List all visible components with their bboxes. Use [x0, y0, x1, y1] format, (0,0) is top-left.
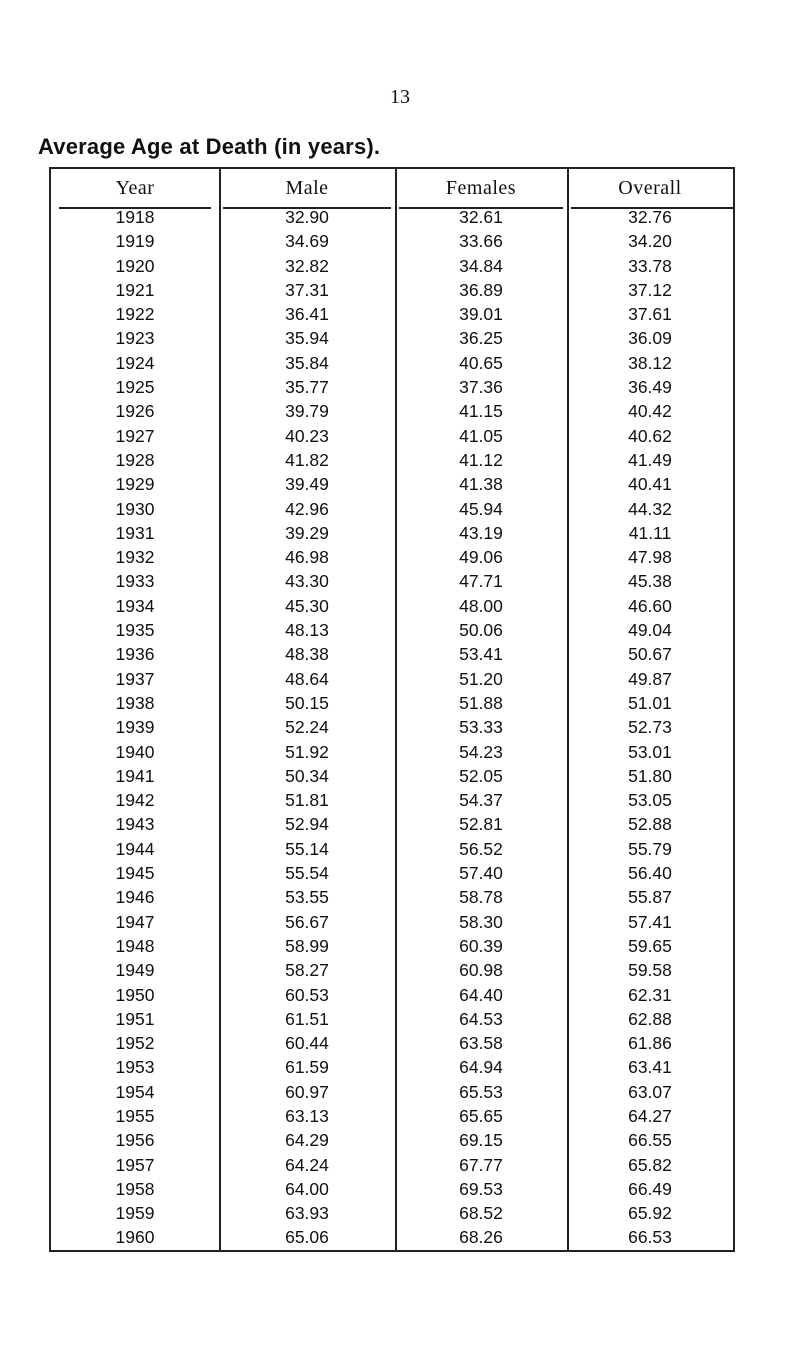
cell-overall: 45.38	[628, 571, 672, 592]
cell-females: 50.06	[459, 620, 503, 641]
cell-male: 50.34	[285, 765, 329, 786]
cell-year: 1947	[115, 911, 155, 932]
cell-male: 58.99	[285, 935, 329, 956]
cell-females: 53.33	[459, 717, 503, 738]
cell-females: 65.65	[459, 1105, 503, 1126]
cell-overall: 40.62	[628, 425, 672, 446]
cell-overall: 33.78	[628, 255, 672, 276]
table-row	[51, 1225, 733, 1249]
table-row	[51, 1153, 733, 1177]
cell-year: 1921	[115, 279, 155, 300]
cell-overall: 41.49	[628, 449, 672, 470]
cell-females: 57.40	[459, 863, 503, 884]
table-row	[51, 642, 733, 666]
cell-females: 43.19	[459, 522, 503, 543]
cell-year: 1958	[115, 1178, 155, 1199]
cell-females: 45.94	[459, 498, 503, 519]
cell-year: 1932	[115, 547, 155, 568]
cell-females: 52.05	[459, 765, 503, 786]
cell-year: 1949	[115, 960, 155, 981]
cell-year: 1924	[115, 352, 155, 373]
table-row	[51, 1080, 733, 1104]
table-row	[51, 983, 733, 1007]
table-row	[51, 837, 733, 861]
cell-females: 41.38	[459, 474, 503, 495]
cell-overall: 40.41	[628, 474, 672, 495]
table-row	[51, 424, 733, 448]
header-year: Year	[115, 177, 155, 199]
cell-male: 48.38	[285, 644, 329, 665]
cell-females: 33.66	[459, 231, 503, 252]
cell-overall: 65.92	[628, 1203, 672, 1224]
cell-male: 39.79	[285, 401, 329, 422]
table-row	[51, 1007, 733, 1031]
cell-overall: 40.42	[628, 401, 672, 422]
page-number: 13	[390, 86, 410, 108]
cell-male: 60.97	[285, 1081, 329, 1102]
cell-male: 61.59	[285, 1057, 329, 1078]
table-row	[51, 399, 733, 423]
table-row	[51, 740, 733, 764]
cell-male: 35.84	[285, 352, 329, 373]
cell-male: 50.15	[285, 692, 329, 713]
cell-females: 37.36	[459, 377, 503, 398]
cell-overall: 50.67	[628, 644, 672, 665]
cell-females: 60.39	[459, 935, 503, 956]
cell-year: 1935	[115, 620, 155, 641]
table-row	[51, 326, 733, 350]
table-row	[51, 205, 733, 229]
cell-overall: 66.55	[628, 1130, 672, 1151]
cell-male: 48.64	[285, 668, 329, 689]
cell-overall: 53.01	[628, 741, 672, 762]
cell-year: 1959	[115, 1203, 155, 1224]
cell-overall: 66.53	[628, 1227, 672, 1248]
cell-females: 67.77	[459, 1154, 503, 1175]
cell-overall: 63.41	[628, 1057, 672, 1078]
table-row	[51, 691, 733, 715]
cell-females: 41.15	[459, 401, 503, 422]
cell-overall: 51.01	[628, 692, 672, 713]
cell-male: 64.29	[285, 1130, 329, 1151]
cell-year: 1929	[115, 474, 155, 495]
cell-male: 35.94	[285, 328, 329, 349]
cell-overall: 65.82	[628, 1154, 672, 1175]
cell-year: 1922	[115, 304, 155, 325]
table-row	[51, 715, 733, 739]
cell-year: 1940	[115, 741, 155, 762]
cell-females: 52.81	[459, 814, 503, 835]
cell-male: 52.24	[285, 717, 329, 738]
cell-overall: 57.41	[628, 911, 672, 932]
cell-male: 53.55	[285, 887, 329, 908]
cell-overall: 32.76	[628, 207, 672, 227]
cell-females: 64.40	[459, 984, 503, 1005]
cell-male: 51.81	[285, 790, 329, 811]
header-male: Male	[285, 177, 329, 199]
cell-overall: 55.79	[628, 838, 672, 859]
cell-females: 53.41	[459, 644, 503, 665]
cell-male: 39.49	[285, 474, 329, 495]
cell-year: 1927	[115, 425, 155, 446]
cell-male: 63.93	[285, 1203, 329, 1224]
table-row	[51, 545, 733, 569]
cell-females: 41.05	[459, 425, 503, 446]
cell-year: 1937	[115, 668, 155, 689]
cell-male: 58.27	[285, 960, 329, 981]
table-row	[51, 229, 733, 253]
cell-females: 69.15	[459, 1130, 503, 1151]
cell-overall: 49.04	[628, 620, 672, 641]
cell-overall: 63.07	[628, 1081, 672, 1102]
cell-male: 39.29	[285, 522, 329, 543]
cell-females: 56.52	[459, 838, 503, 859]
cell-overall: 49.87	[628, 668, 672, 689]
cell-male: 46.98	[285, 547, 329, 568]
table-row	[51, 448, 733, 472]
table-row	[51, 764, 733, 788]
cell-male: 55.14	[285, 838, 329, 859]
cell-male: 37.31	[285, 279, 329, 300]
cell-females: 65.53	[459, 1081, 503, 1102]
cell-females: 47.71	[459, 571, 503, 592]
cell-year: 1950	[115, 984, 155, 1005]
page-title: Average Age at Death (in years).	[38, 134, 381, 159]
cell-year: 1945	[115, 863, 155, 884]
cell-females: 40.65	[459, 352, 503, 373]
table-row	[51, 254, 733, 278]
table-row	[51, 910, 733, 934]
cell-male: 32.90	[285, 207, 329, 227]
cell-male: 41.82	[285, 449, 329, 470]
table-row	[51, 667, 733, 691]
cell-male: 45.30	[285, 595, 329, 616]
header-overall: Overall	[618, 177, 682, 199]
cell-overall: 41.11	[628, 522, 672, 543]
cell-male: 64.24	[285, 1154, 329, 1175]
table-row	[51, 594, 733, 618]
cell-male: 56.67	[285, 911, 329, 932]
cell-overall: 34.20	[628, 231, 672, 252]
cell-year: 1941	[115, 765, 155, 786]
cell-male: 40.23	[285, 425, 329, 446]
cell-year: 1956	[115, 1130, 155, 1151]
cell-overall: 51.80	[628, 765, 672, 786]
cell-females: 69.53	[459, 1178, 503, 1199]
table-row	[51, 1177, 733, 1201]
cell-overall: 64.27	[628, 1105, 672, 1126]
cell-year: 1923	[115, 328, 155, 349]
header-females: Females	[445, 177, 517, 199]
cell-overall: 47.98	[628, 547, 672, 568]
cell-overall: 52.73	[628, 717, 672, 738]
cell-male: 43.30	[285, 571, 329, 592]
cell-year: 1930	[115, 498, 155, 519]
cell-male: 60.44	[285, 1033, 329, 1054]
cell-females: 39.01	[459, 304, 503, 325]
table-row	[51, 1201, 733, 1225]
cell-females: 54.37	[459, 790, 503, 811]
cell-male: 61.51	[285, 1008, 329, 1029]
cell-male: 51.92	[285, 741, 329, 762]
cell-overall: 53.05	[628, 790, 672, 811]
table-row	[51, 521, 733, 545]
cell-male: 32.82	[285, 255, 329, 276]
age-at-death-table	[49, 167, 735, 1252]
cell-year: 1928	[115, 449, 155, 470]
cell-year: 1952	[115, 1033, 155, 1054]
table-row	[51, 861, 733, 885]
cell-females: 41.12	[459, 449, 503, 470]
cell-overall: 37.61	[628, 304, 672, 325]
cell-overall: 55.87	[628, 887, 672, 908]
cell-females: 36.25	[459, 328, 503, 349]
cell-females: 51.20	[459, 668, 503, 689]
table-body	[51, 205, 733, 1250]
cell-overall: 36.09	[628, 328, 672, 349]
cell-year: 1954	[115, 1081, 155, 1102]
cell-females: 64.94	[459, 1057, 503, 1078]
cell-overall: 37.12	[628, 279, 672, 300]
cell-females: 58.78	[459, 887, 503, 908]
cell-year: 1951	[115, 1008, 155, 1029]
table-row	[51, 569, 733, 593]
cell-male: 52.94	[285, 814, 329, 835]
cell-year: 1942	[115, 790, 155, 811]
cell-females: 60.98	[459, 960, 503, 981]
table-row	[51, 302, 733, 326]
cell-year: 1960	[115, 1227, 155, 1248]
cell-male: 34.69	[285, 231, 329, 252]
cell-year: 1944	[115, 838, 155, 859]
cell-male: 42.96	[285, 498, 329, 519]
cell-year: 1943	[115, 814, 155, 835]
cell-male: 63.13	[285, 1105, 329, 1126]
cell-females: 63.58	[459, 1033, 503, 1054]
table-row	[51, 472, 733, 496]
cell-year: 1948	[115, 935, 155, 956]
cell-overall: 36.49	[628, 377, 672, 398]
cell-overall: 66.49	[628, 1178, 672, 1199]
cell-year: 1925	[115, 377, 155, 398]
cell-year: 1926	[115, 401, 155, 422]
table-row	[51, 1055, 733, 1079]
cell-females: 64.53	[459, 1008, 503, 1029]
cell-females: 34.84	[459, 255, 503, 276]
cell-year: 1938	[115, 692, 155, 713]
table-row	[51, 812, 733, 836]
table-row	[51, 497, 733, 521]
table-row	[51, 958, 733, 982]
cell-females: 54.23	[459, 741, 503, 762]
cell-females: 32.61	[459, 207, 503, 227]
table-row	[51, 375, 733, 399]
cell-overall: 59.65	[628, 935, 672, 956]
cell-year: 1919	[115, 231, 155, 252]
cell-year: 1946	[115, 887, 155, 908]
cell-females: 36.89	[459, 279, 503, 300]
cell-females: 49.06	[459, 547, 503, 568]
cell-overall: 62.31	[628, 984, 672, 1005]
table-row	[51, 618, 733, 642]
cell-year: 1920	[115, 255, 155, 276]
table-row	[51, 278, 733, 302]
cell-year: 1953	[115, 1057, 155, 1078]
cell-male: 35.77	[285, 377, 329, 398]
table-row	[51, 934, 733, 958]
table-row	[51, 351, 733, 375]
cell-male: 60.53	[285, 984, 329, 1005]
cell-overall: 62.88	[628, 1008, 672, 1029]
table-row	[51, 1104, 733, 1128]
cell-male: 55.54	[285, 863, 329, 884]
cell-male: 36.41	[285, 304, 329, 325]
table-row	[51, 1031, 733, 1055]
cell-year: 1936	[115, 644, 155, 665]
table-row	[51, 885, 733, 909]
cell-year: 1955	[115, 1105, 155, 1126]
cell-females: 48.00	[459, 595, 503, 616]
cell-overall: 38.12	[628, 352, 672, 373]
cell-male: 48.13	[285, 620, 329, 641]
cell-year: 1957	[115, 1154, 155, 1175]
cell-females: 58.30	[459, 911, 503, 932]
cell-overall: 52.88	[628, 814, 672, 835]
table-row	[51, 788, 733, 812]
cell-females: 68.52	[459, 1203, 503, 1224]
cell-year: 1934	[115, 595, 155, 616]
cell-overall: 46.60	[628, 595, 672, 616]
table-row	[51, 1128, 733, 1152]
cell-year: 1931	[115, 522, 155, 543]
cell-overall: 59.58	[628, 960, 672, 981]
cell-year: 1918	[115, 207, 155, 227]
cell-male: 65.06	[285, 1227, 329, 1248]
cell-females: 68.26	[459, 1227, 503, 1248]
cell-overall: 44.32	[628, 498, 672, 519]
cell-females: 51.88	[459, 692, 503, 713]
cell-year: 1933	[115, 571, 155, 592]
cell-male: 64.00	[285, 1178, 329, 1199]
cell-overall: 61.86	[628, 1033, 672, 1054]
cell-year: 1939	[115, 717, 155, 738]
cell-overall: 56.40	[628, 863, 672, 884]
